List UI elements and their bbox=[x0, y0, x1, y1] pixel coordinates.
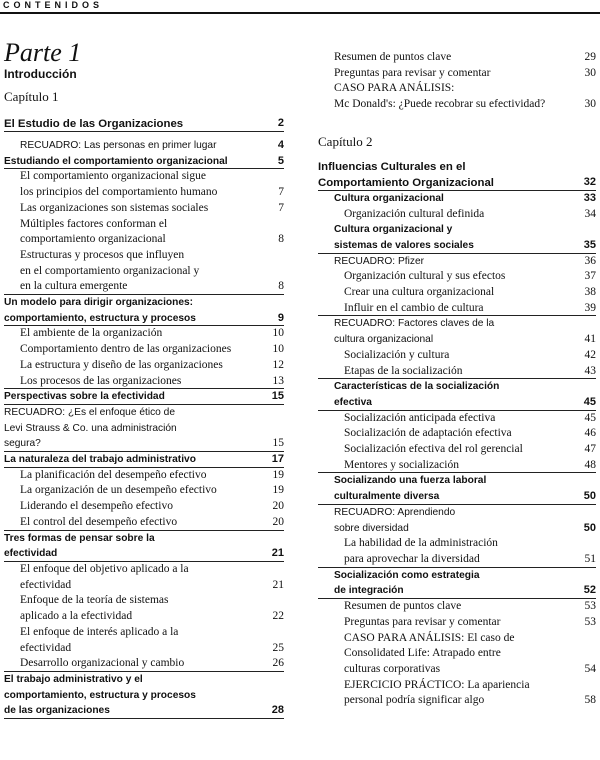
part-title: Parte 1 bbox=[4, 38, 82, 67]
toc-entry[interactable]: Etapas de la socialización 43 bbox=[318, 364, 596, 380]
toc-entry[interactable]: Resumen de puntos clave 53 bbox=[344, 600, 596, 613]
toc-entry[interactable]: El trabajo administrativo y el comportamiento, estructura y procesos de las organizaciones 28 bbox=[4, 672, 284, 719]
chapter-1-title: El Estudio de las Organizaciones bbox=[4, 118, 184, 130]
toc-entry[interactable]: El control del desempeño efectivo 20 bbox=[4, 515, 284, 531]
toc-entry[interactable]: Organización cultural definida 34 bbox=[344, 207, 596, 220]
section-header: CONTENIDOS bbox=[3, 0, 104, 10]
toc-entry[interactable]: Socialización anticipada efectiva 45 bbox=[344, 411, 596, 424]
left-column bbox=[4, 40, 284, 719]
toc-entry[interactable]: Preguntas para revisar y comentar 53 bbox=[344, 615, 596, 628]
part-subtitle: Introducción bbox=[4, 67, 77, 81]
toc-entry[interactable]: EJERCICIO PRÁCTICO: La apariencia personal podría significar algo 58 bbox=[344, 678, 596, 707]
page-number: 2 bbox=[277, 117, 284, 130]
toc-entry[interactable]: Liderando el desempeño efectivo 20 bbox=[20, 500, 284, 513]
toc-entry[interactable]: Influir en el cambio de cultura 39 bbox=[318, 301, 596, 317]
toc-entry[interactable]: Comportamiento dentro de las organizaciones 10 bbox=[20, 343, 284, 356]
toc-entry[interactable]: La planificación del desempeño efectivo 19 bbox=[20, 468, 284, 481]
toc-entry[interactable]: Estructuras y procesos que influyen en el comportamiento organizacional y en la cultura emergente 8 bbox=[4, 248, 284, 295]
toc-entry[interactable]: Crear una cultura organizacional 38 bbox=[344, 286, 596, 299]
toc-entry[interactable]: Estudiando el comportamiento organizacional 5 bbox=[4, 154, 284, 170]
toc-entry[interactable]: Socialización efectiva del rol gerencial 47 bbox=[344, 443, 596, 456]
toc-entry[interactable]: CASO PARA ANÁLISIS: El caso de Consolidated Life: Atrapado entre culturas corporativas 54 bbox=[344, 631, 596, 675]
toc-entry[interactable]: Organización cultural y sus efectos 37 bbox=[344, 270, 596, 283]
chapter-2-label: Capítulo 2 bbox=[318, 133, 373, 149]
toc-entry[interactable]: El enfoque del objetivo aplicado a la efectividad 21 bbox=[20, 562, 284, 591]
toc-entry[interactable]: Socializando una fuerza laboral culturalmente diversa 50 bbox=[318, 473, 596, 504]
toc-entry[interactable]: Un modelo para dirigir organizaciones: comportamiento, estructura y procesos 9 bbox=[4, 295, 284, 326]
toc-entry[interactable]: RECUADRO: ¿Es el enfoque ético de Levi Strauss & Co. una administración segura? 15 bbox=[4, 405, 284, 452]
toc-entry[interactable]: Los procesos de las organizaciones 13 bbox=[4, 374, 284, 390]
toc-entry[interactable]: Preguntas para revisar y comentar 30 bbox=[334, 66, 596, 79]
toc-entry[interactable]: CASO PARA ANÁLISIS: Mc Donald's: ¿Puede recobrar su efectividad? 30 bbox=[334, 82, 596, 111]
chapter-2-title: Influencias Culturales en el bbox=[318, 160, 466, 173]
toc-entry[interactable]: RECUADRO: Las personas en primer lugar 4 bbox=[20, 139, 284, 151]
toc-entry[interactable]: Enfoque de la teoría de sistemas aplicado a la efectividad 22 bbox=[20, 594, 284, 623]
header-rule bbox=[0, 12, 600, 14]
chapter-1-label: Capítulo 1 bbox=[4, 89, 59, 104]
divider bbox=[4, 718, 284, 719]
toc-entry[interactable]: Socialización como estrategia de integración 52 bbox=[318, 568, 596, 599]
toc-entry[interactable]: RECUADRO: Aprendiendo sobre diversidad 50 bbox=[334, 506, 596, 534]
toc-entry[interactable]: Desarrollo organizacional y cambio 26 bbox=[4, 656, 284, 672]
toc-entry[interactable]: Cultura organizacional y sistemas de valores sociales 35 bbox=[318, 222, 596, 253]
divider bbox=[4, 131, 284, 132]
toc-entry[interactable]: La naturaleza del trabajo administrativo 17 bbox=[4, 452, 284, 468]
toc-entry[interactable]: Tres formas de pensar sobre la efectividad 21 bbox=[4, 531, 284, 562]
toc-entry[interactable]: Cultura organizacional 33 bbox=[334, 191, 596, 204]
toc-entry[interactable]: Perspectivas sobre la efectividad 15 bbox=[4, 389, 284, 405]
toc-entry[interactable]: Las organizaciones son sistemas sociales 7 bbox=[20, 201, 284, 214]
page-number: 32 bbox=[583, 176, 596, 189]
toc-entry[interactable]: El ambiente de la organización 10 bbox=[20, 327, 284, 340]
toc-entry[interactable]: Múltiples factores conforman el comportamiento organizacional 8 bbox=[20, 217, 284, 246]
toc-entry[interactable]: El comportamiento organizacional sigue los principios del comportamiento humano 7 bbox=[20, 170, 284, 199]
toc-entry[interactable]: Mentores y socialización 48 bbox=[318, 458, 596, 474]
toc-entry[interactable]: La organización de un desempeño efectivo 19 bbox=[20, 484, 284, 497]
toc-entry[interactable]: La estructura y diseño de las organizaciones 12 bbox=[20, 358, 284, 371]
toc-entry[interactable]: Socialización y cultura 42 bbox=[344, 348, 596, 361]
toc-entry[interactable]: RECUADRO: Pfizer 36 bbox=[334, 254, 596, 267]
chapter-1-title-row[interactable] bbox=[4, 116, 284, 132]
chapter-2-title-row[interactable]: Influencias Culturales en el Comportamiento Organizacional 32 bbox=[318, 160, 596, 189]
toc-entry[interactable]: Resumen de puntos clave 29 bbox=[334, 51, 596, 63]
toc-entry[interactable]: RECUADRO: Factores claves de la cultura organizacional 41 bbox=[334, 318, 596, 346]
toc-entry[interactable]: Socialización de adaptación efectiva 46 bbox=[344, 427, 596, 440]
toc-entry[interactable]: El enfoque de interés aplicado a la efectividad 25 bbox=[20, 625, 284, 654]
toc-entry[interactable]: Características de la socialización efectiva 45 bbox=[318, 379, 596, 410]
toc-entry[interactable]: La habilidad de la administración para aprovechar la diversidad 51 bbox=[318, 536, 596, 567]
right-column bbox=[318, 50, 596, 709]
